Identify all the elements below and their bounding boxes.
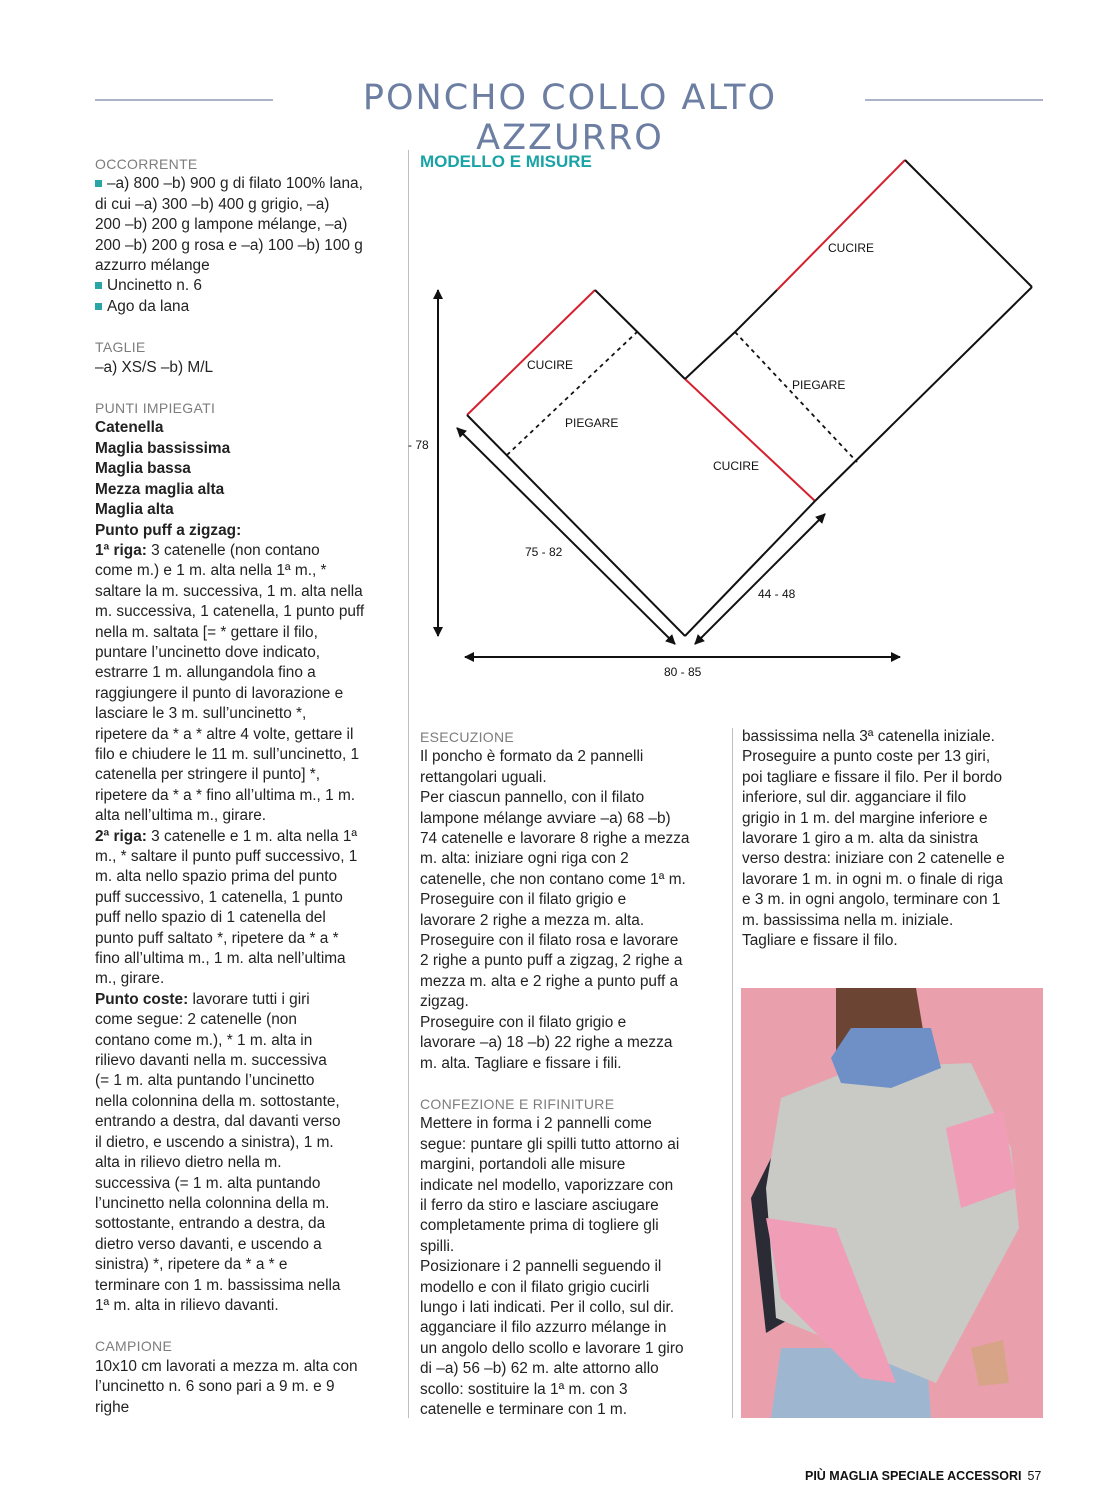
diag-right-arrow <box>695 514 825 644</box>
right-panel <box>685 160 1032 501</box>
confezione-text: Mettere in forma i 2 pannelli come segue: puntare gli spilli tutto attorno ai margini, portandoli alle misure indicate nel modello, vaporizzare con il ferro da stiro e lasciare asciugare completamente prima di togliere gli spilli. Posizionare i 2 pannelli seguendo il modello e con il filato grigio cucirli lungo i lati indicati. Per il collo, sul dir. agganciare il filo azzurro mélange in un angolo dello scollo e lavorare 1 giro di –a) 56 –b) 62 m. alte attorno allo scollo: sostituire la 1ª m. con 3 catenelle e terminare con 1 m. <box>420 1115 684 1418</box>
label-width: 80 - 85 <box>664 665 702 679</box>
title-rule-left <box>95 99 273 101</box>
campione-heading: CAMPIONE <box>95 1338 173 1355</box>
label-cucire-mid: CUCIRE <box>713 459 760 473</box>
left-panel-edge-left <box>467 415 685 636</box>
left-panel-seam <box>467 290 595 415</box>
label-piegare-right: PIEGARE <box>792 378 846 392</box>
page-number: 57 <box>1027 1469 1042 1483</box>
label-cucire-left: CUCIRE <box>527 358 574 372</box>
title-rule-right <box>865 99 1043 101</box>
esecuzione-text: Il poncho è formato da 2 pannelli rettangolari uguali. Per ciascun pannello, con il filato lampone mélange avviare –a) 68 –b) 74 catenelle e lavorare 8 righe a mezza m. alta: iniziare ogni riga con 2 catenelle, che non contano come 1ª m. Proseguire con il filato grigio e lavorare 2 righe a mezza m. alta. Proseguire con il filato rosa e lavorare 2 righe a punto puff a zigzag, 2 righe a mezza m. alta e 2 righe a punto puff a zigzag. Proseguire con il filato grigio e lavorare –a) 18 –b) 22 righe a mezza m. alta. Tagliare e fissare i fili. <box>420 748 690 1072</box>
occorrente-item-needle: Ago da lana <box>95 297 400 317</box>
instructions-column <box>420 727 725 1420</box>
riga1-text: 1ª riga: 3 catenelle (non contano come m.) e 1 m. alta nella 1ª m., * saltare la m. successiva, 1 m. alta nella m. successiva, 1 catenella, 1 punto puff nella m. saltata [= * gettare il filo, puntare l’uncinetto dove indicato, estrarre 1 m. allungandola fino a raggiungere il punto di lavorazione e lasciare le 3 m. sull’uncinetto *, ripetere da * a * altre 4 volte, gettare il filo e chiudere le 11 m. sull’uncinetto, 1 catenella per stringere il punto] *, ripetere da * a * fino all’ultima m., 1 m. alta nell’ultima m., girare. <box>95 541 365 825</box>
diagram-heading: MODELLO E MISURE <box>420 152 592 171</box>
left-fold-line <box>507 332 637 455</box>
occorrente-item-yarn: –a) 800 –b) 900 g di filato 100% lana, di cui –a) 300 –b) 400 g grigio, –a) 200 –b) 200 g lampone mélange, –a) 200 –b) 200 g rosa e –a) 100 –b) 100 g azzurro mélange <box>95 175 363 275</box>
punto-coste-text: Punto coste: lavorare tutti i giri come segue: 2 catenelle (non contano come m.), * 1 m. alta in rilievo davanti nella m. successiva (= 1 m. alta puntando l’uncinetto nella colonnina della m. sottostante, entrando a destra, dal davanti verso il dietro, e uscendo a sinistra), 1 m. alta in rilievo dietro nella m. successiva (= 1 m. alta puntando l’uncinetto nella colonnina della m. sottostante, entrando a destra, da dietro verso davanti, e uscendo a sinistra) *, ripetere da * a * e terminare con 1 m. bassissima nella 1ª m. alta in rilievo davanti. <box>95 990 341 1314</box>
top-seam <box>777 160 905 290</box>
label-height: - 78 <box>408 438 429 452</box>
confezione-heading: CONFEZIONE E RIFINITURE <box>420 1095 615 1112</box>
taglie-value: –a) XS/S –b) M/L <box>95 358 214 376</box>
occorrente-heading: OCCORRENTE <box>95 156 198 172</box>
right-panel-edge-right <box>815 287 1032 501</box>
esecuzione-heading: ESECUZIONE <box>420 729 515 745</box>
right-panel-edge-top <box>905 160 1032 287</box>
punti-heading: PUNTI IMPIEGATI <box>95 400 216 417</box>
label-diag-right: 44 - 48 <box>758 587 796 601</box>
occorrente-item-hook: Uncinetto n. 6 <box>95 276 400 296</box>
label-piegare-left: PIEGARE <box>565 416 619 430</box>
riga2-text: 2ª riga: 3 catenelle e 1 m. alta nella 1ª m., * saltare il punto puff successivo, 1 m. alta nello spazio prima del punto puff successivo, 1 catenella, 1 punto puff nello spazio di 1 catenella del punto puff saltato *, ripetere da * a * fino all’ultima m., 1 m. alta nell’ultima m., girare. <box>95 827 358 988</box>
diag-left-arrow <box>457 428 675 644</box>
bullet-icon <box>95 282 102 289</box>
poncho-diagram <box>405 150 1045 690</box>
finishing-text: bassissima nella 3ª catenella iniziale. Proseguire a punto coste per 13 giri, poi tagliare e fissare il filo. Per il bordo inferiore, sul dir. agganciare il filo grigio in 1 m. del margine inferiore e lavorare 1 giro a m. alta da sinistra verso destra: iniziare con 2 catenelle e lavorare 1 m. in ogni m. o finale di riga e 3 m. in ogni angolo, terminare con 1 m. bassissima nella m. iniziale. Tagliare e fissare il filo. <box>742 728 1005 950</box>
left-panel-edge-bottom <box>685 501 815 636</box>
page-footer <box>805 1469 1041 1483</box>
finishing-column <box>742 727 1047 951</box>
bullet-icon <box>95 180 102 187</box>
right-panel-edge-left <box>685 332 735 379</box>
left-panel <box>467 290 815 636</box>
label-cucire-top: CUCIRE <box>828 241 875 255</box>
materials-column <box>95 154 400 1418</box>
poncho-photo <box>741 988 1043 1418</box>
campione-text: 10x10 cm lavorati a mezza m. alta con l’uncinetto n. 6 sono pari a 9 m. e 9 righe <box>95 1357 358 1416</box>
footer-title: PIÙ MAGLIA SPECIALE ACCESSORI <box>805 1469 1022 1483</box>
dimension-arrows <box>438 290 900 657</box>
page-title: PONCHO COLLO ALTO AZZURRO <box>362 78 778 158</box>
taglie-heading: TAGLIE <box>95 339 146 356</box>
punti-list: Catenella Maglia bassissima Maglia bassa Mezza maglia alta Maglia alta Punto puff a zigzag: <box>95 419 242 539</box>
left-panel-edge-top <box>595 290 685 379</box>
label-diag-left: 75 - 82 <box>525 545 563 559</box>
right-panel-neck <box>735 290 777 332</box>
bullet-icon <box>95 303 102 310</box>
column-divider-2 <box>732 728 733 1418</box>
